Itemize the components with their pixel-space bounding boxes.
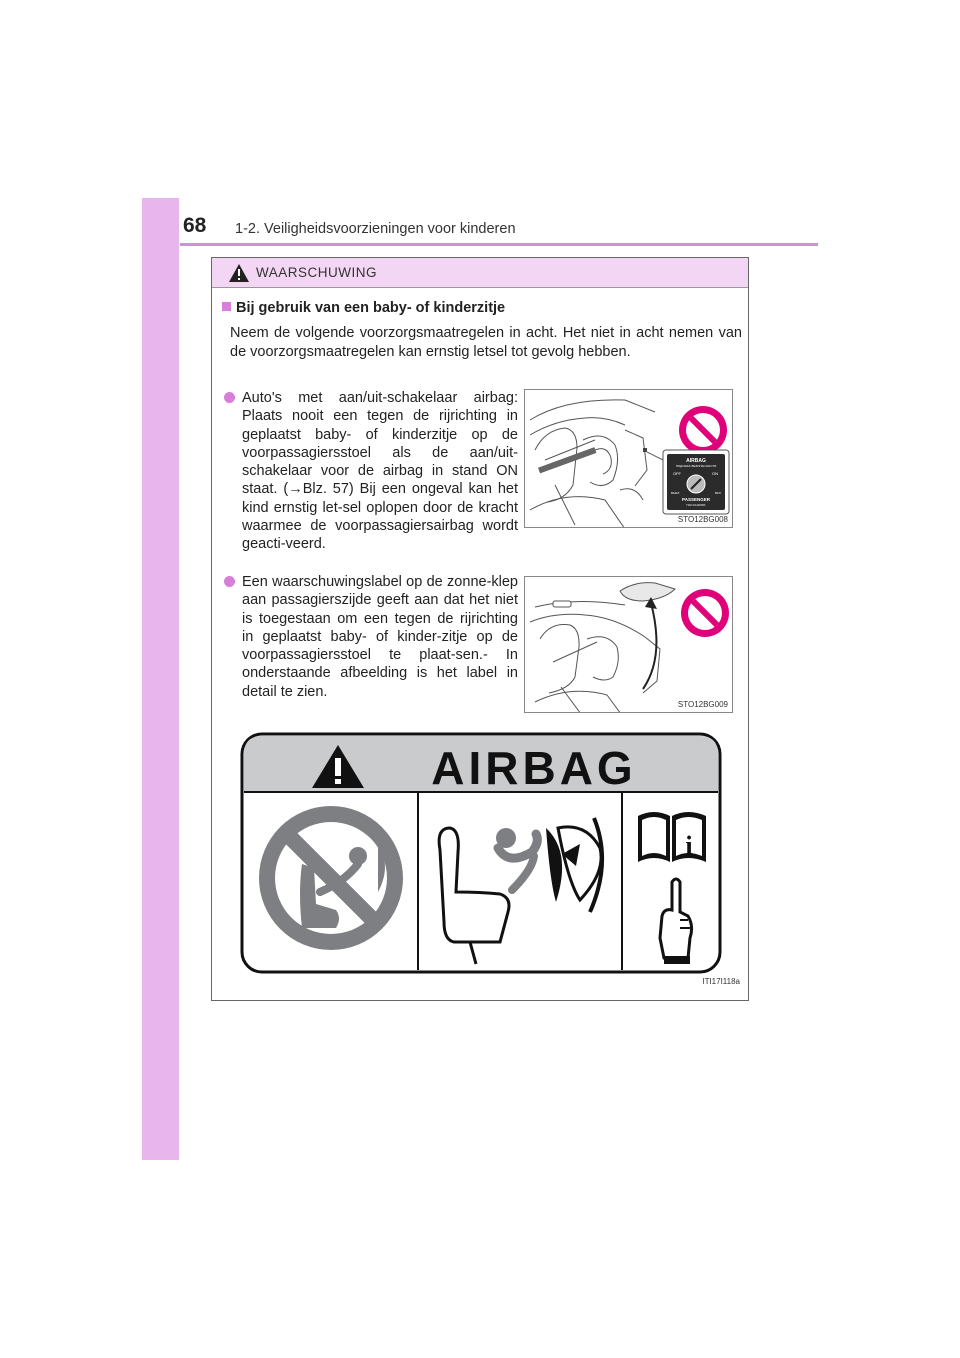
switch-passenger: PASSENGER	[682, 497, 710, 502]
label-title: AIRBAG	[431, 742, 637, 794]
figure-sun-visor-label	[524, 576, 733, 713]
switch-title: AIRBAG	[686, 458, 706, 464]
warning-header	[212, 258, 748, 288]
bullet-text: Een waarschuwingslabel op de zonne-klep aan passagierszijde geeft aan dat het niet is toegestaan om een tegen de rijrichting in geplaatst baby- of kinder-zitje op de voorpassagiersstoel te plaat-sen.- In onderstaande afbeelding is het label in detail te zien.	[242, 574, 518, 700]
warning-triangle-icon	[228, 263, 250, 283]
page-number: 68	[183, 214, 207, 237]
chapter-side-tab	[142, 198, 179, 1160]
switch-on: ON	[712, 471, 718, 476]
switch-off: OFF	[673, 471, 681, 476]
circle-bullet-icon	[224, 576, 235, 587]
sun-visor-illustration	[525, 577, 733, 713]
bullet-text: Auto's met aan/uit-schakelaar airbag: Plaats nooit een tegen de rijrichting in geplaatst baby- of kinderzitje op de voorpassagiersstoel als de aan/uit-schakelaar voor de airbag in stand ON staat. (→Blz. 57) Bij een ongeval kan het kind ernstig let-sel oplopen door de kracht waarmee de voorpassagiersairbag wordt geacti-veerd.	[242, 390, 518, 553]
label-figure-code: ITI17I118a	[702, 977, 740, 986]
switch-passenger-ru: ПАССАЖИРА	[686, 503, 706, 507]
figure-code: STO12BG008	[677, 515, 728, 524]
square-bullet-icon	[222, 302, 231, 311]
figure-code: STO12BG009	[677, 700, 728, 709]
warning-title: WAARSCHUWING	[256, 265, 377, 280]
car-interior-illustration	[525, 390, 733, 528]
manual-book-icon	[638, 812, 706, 862]
section-title: 1-2. Veiligheidsvoorzieningen voor kinderen	[235, 221, 516, 237]
airbag-warning-label	[240, 732, 722, 974]
bullet-item	[224, 389, 518, 554]
warning-intro: Neem de volgende voorzorgsmaatregelen in acht. Het niet in acht nemen van de voorzorgsmaatregelen kan ernstig letsel tot gevolg hebben.	[230, 325, 742, 360]
prohibited-rear-facing-seat-icon	[259, 806, 403, 950]
switch-off-ru: ВЫКЛ	[671, 491, 680, 495]
figure-airbag-switch	[524, 389, 733, 528]
circle-bullet-icon	[224, 392, 235, 403]
svg-text:i: i	[685, 831, 693, 860]
bullet-item	[224, 573, 518, 701]
warning-subheading-text: Bij gebruik van een baby- of kinderzitje	[236, 300, 506, 316]
warning-box	[211, 257, 749, 1001]
switch-on-ru: ВКЛ	[715, 491, 721, 495]
header-rule	[180, 243, 818, 246]
switch-subtitle: ПОДУШКА БЕЗОПАСНОСТИ	[675, 464, 717, 468]
warning-subheading	[222, 300, 505, 316]
